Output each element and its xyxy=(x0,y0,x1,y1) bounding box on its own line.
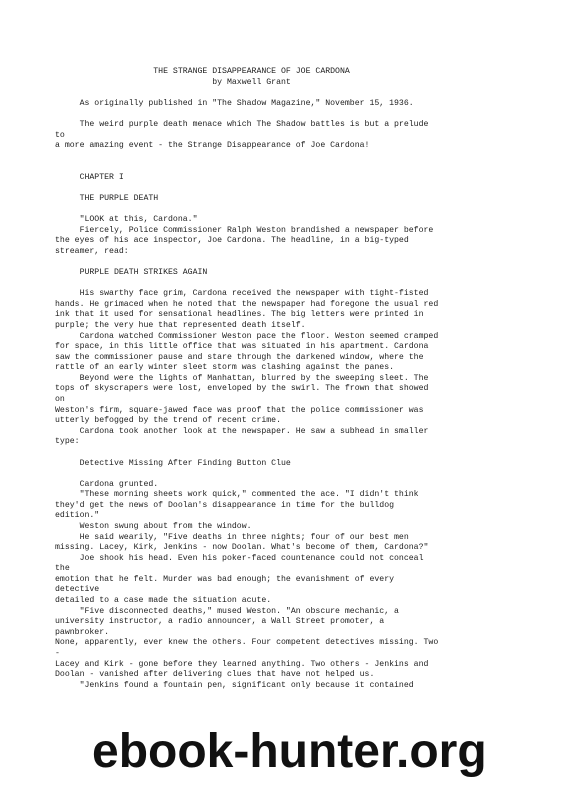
text-line: Weston swung about from the window. xyxy=(55,521,252,531)
text-line: "These morning sheets work quick," commented the ace. "I didn't think xyxy=(55,490,419,500)
text-line: Detective Missing After Finding Button Clue xyxy=(55,458,291,468)
text-line: tops of skyscrapers were lost, enveloped by the swirl. The frown that showed xyxy=(55,384,429,394)
watermark-logo: ebook-hunter.org xyxy=(92,725,487,778)
text-line: hands. He grimaced when he noted that the newspaper had foregone the usual red xyxy=(55,299,439,309)
text-line: type: xyxy=(55,437,80,447)
text-line: CHAPTER I xyxy=(55,172,124,182)
text-line: to xyxy=(55,130,65,140)
text-line: for space, in this little office that was situated in his apartment. Cardona xyxy=(55,342,429,352)
text-line: THE PURPLE DEATH xyxy=(55,194,159,203)
text-line: detective xyxy=(55,585,100,595)
text-line: missing. Lacey, Kirk, Jenkins - now Doolan. What's become of them, Cardona?" xyxy=(55,543,429,553)
text-line: He said wearily, "Five deaths in three nights; four of our best men xyxy=(55,532,409,542)
text-line: they'd get the news of Doolan's disappearance in time for the bulldog xyxy=(55,500,395,510)
text-line: on xyxy=(55,395,65,404)
text-line: As originally published in "The Shadow Magazine," November 15, 1936. xyxy=(55,98,414,108)
text-line: by Maxwell Grant xyxy=(55,77,291,87)
text-line: Weston's firm, square-jawed face was proof that the police commissioner was xyxy=(55,405,424,415)
text-line: PURPLE DEATH STRIKES AGAIN xyxy=(55,268,208,277)
text-line: Cardona took another look at the newspaper. He saw a subhead in smaller xyxy=(55,426,429,436)
text-line: edition." xyxy=(55,511,100,521)
text-line: The weird purple death menace which The Shadow battles is but a prelude xyxy=(55,119,429,129)
text-line: university instructor, a radio announcer, a Wall Street promoter, a xyxy=(55,617,385,627)
text-line: rattle of an early winter sleet storm was clashing against the panes. xyxy=(55,363,395,373)
text-line: a more amazing event - the Strange Disappearance of Joe Cardona! xyxy=(55,141,370,151)
text-line: "Five disconnected deaths," mused Weston. "An obscure mechanic, a xyxy=(55,606,399,616)
text-line: Cardona grunted. xyxy=(55,479,159,489)
text-line: Lacey and Kirk - gone before they learned anything. Two others - Jenkins and xyxy=(55,659,429,669)
text-line: detailed to a case made the situation acute. xyxy=(55,596,272,605)
text-line: Beyond were the lights of Manhattan, blurred by the sweeping sleet. The xyxy=(55,373,429,383)
text-line: the eyes of his ace inspector, Joe Cardona. The headline, in a big-typed xyxy=(55,236,409,246)
text-line: Joe shook his head. Even his poker-faced countenance could not conceal xyxy=(55,553,424,563)
text-line: "Jenkins found a fountain pen, significant only because it contained xyxy=(55,680,414,690)
text-line: purple; the very hue that represented death itself. xyxy=(55,320,306,330)
text-line: "LOOK at this, Cardona." xyxy=(55,215,198,225)
text-line: Cardona watched Commissioner Weston pace the floor. Weston seemed cramped xyxy=(55,331,439,341)
text-line: the xyxy=(55,564,70,574)
text-line: - xyxy=(55,648,60,658)
text-line: His swarthy face grim, Cardona received the newspaper with tight-fisted xyxy=(55,289,429,299)
text-line: THE STRANGE DISAPPEARANCE OF JOE CARDONA xyxy=(55,67,350,76)
text-line: streamer, read: xyxy=(55,246,129,256)
text-line: Fiercely, Police Commissioner Ralph Weston brandished a newspaper before xyxy=(55,225,434,235)
text-line: utterly befogged by the trend of recent crime. xyxy=(55,416,282,426)
text-line: ink that it used for sensational headlines. The big letters were printed in xyxy=(55,310,424,320)
text-line: emotion that he felt. Murder was bad enough; the evanishment of every xyxy=(55,574,395,584)
text-line: Doolan - vanished after delivering clues that have not helped us. xyxy=(55,670,375,680)
text-line: pawnbroker. xyxy=(55,627,110,637)
text-line: None, apparently, ever knew the others. Four competent detectives missing. Two xyxy=(55,638,439,648)
text-line: saw the commissioner pause and stare through the darkened window, where the xyxy=(55,352,424,362)
